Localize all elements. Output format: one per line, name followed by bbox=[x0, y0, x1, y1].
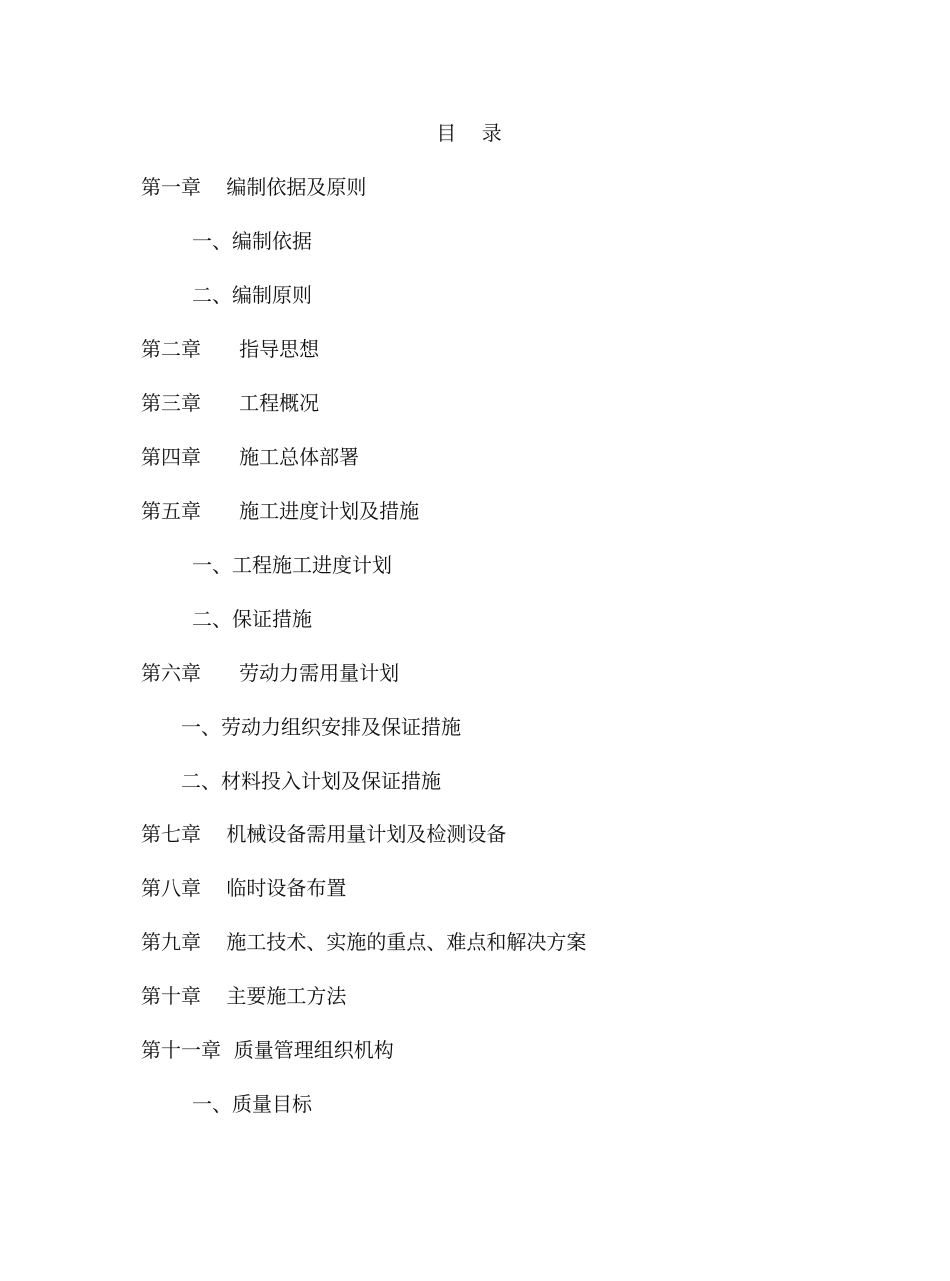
toc-section-5-1: 一、工程施工进度计划 bbox=[192, 553, 392, 577]
toc-section-1-1: 一、编制依据 bbox=[192, 229, 312, 253]
toc-chapter-6: 第六章 劳动力需用量计划 bbox=[141, 661, 400, 685]
toc-section-6-2: 二、材料投入计划及保证措施 bbox=[181, 769, 441, 793]
toc-chapter-5: 第五章 施工进度计划及措施 bbox=[141, 499, 420, 523]
toc-chapter-8: 第八章 临时设备布置 bbox=[141, 876, 347, 900]
toc-chapter-2: 第二章 指导思想 bbox=[141, 337, 320, 361]
toc-section-6-1: 一、劳动力组织安排及保证措施 bbox=[181, 715, 461, 739]
toc-chapter-10: 第十章 主要施工方法 bbox=[141, 984, 347, 1008]
toc-chapter-4: 第四章 施工总体部署 bbox=[141, 445, 360, 469]
toc-chapter-1: 第一章 编制依据及原则 bbox=[141, 175, 367, 199]
toc-chapter-11: 第十一章 质量管理组织机构 bbox=[141, 1038, 394, 1062]
toc-title: 目 录 bbox=[436, 121, 502, 145]
toc-chapter-9: 第九章 施工技术、实施的重点、难点和解决方案 bbox=[141, 930, 587, 954]
toc-chapter-3: 第三章 工程概况 bbox=[141, 391, 320, 415]
toc-section-1-2: 二、编制原则 bbox=[192, 283, 312, 307]
toc-section-11-1: 一、质量目标 bbox=[192, 1092, 312, 1116]
toc-chapter-7: 第七章 机械设备需用量计划及检测设备 bbox=[141, 822, 507, 846]
toc-section-5-2: 二、保证措施 bbox=[192, 607, 312, 631]
